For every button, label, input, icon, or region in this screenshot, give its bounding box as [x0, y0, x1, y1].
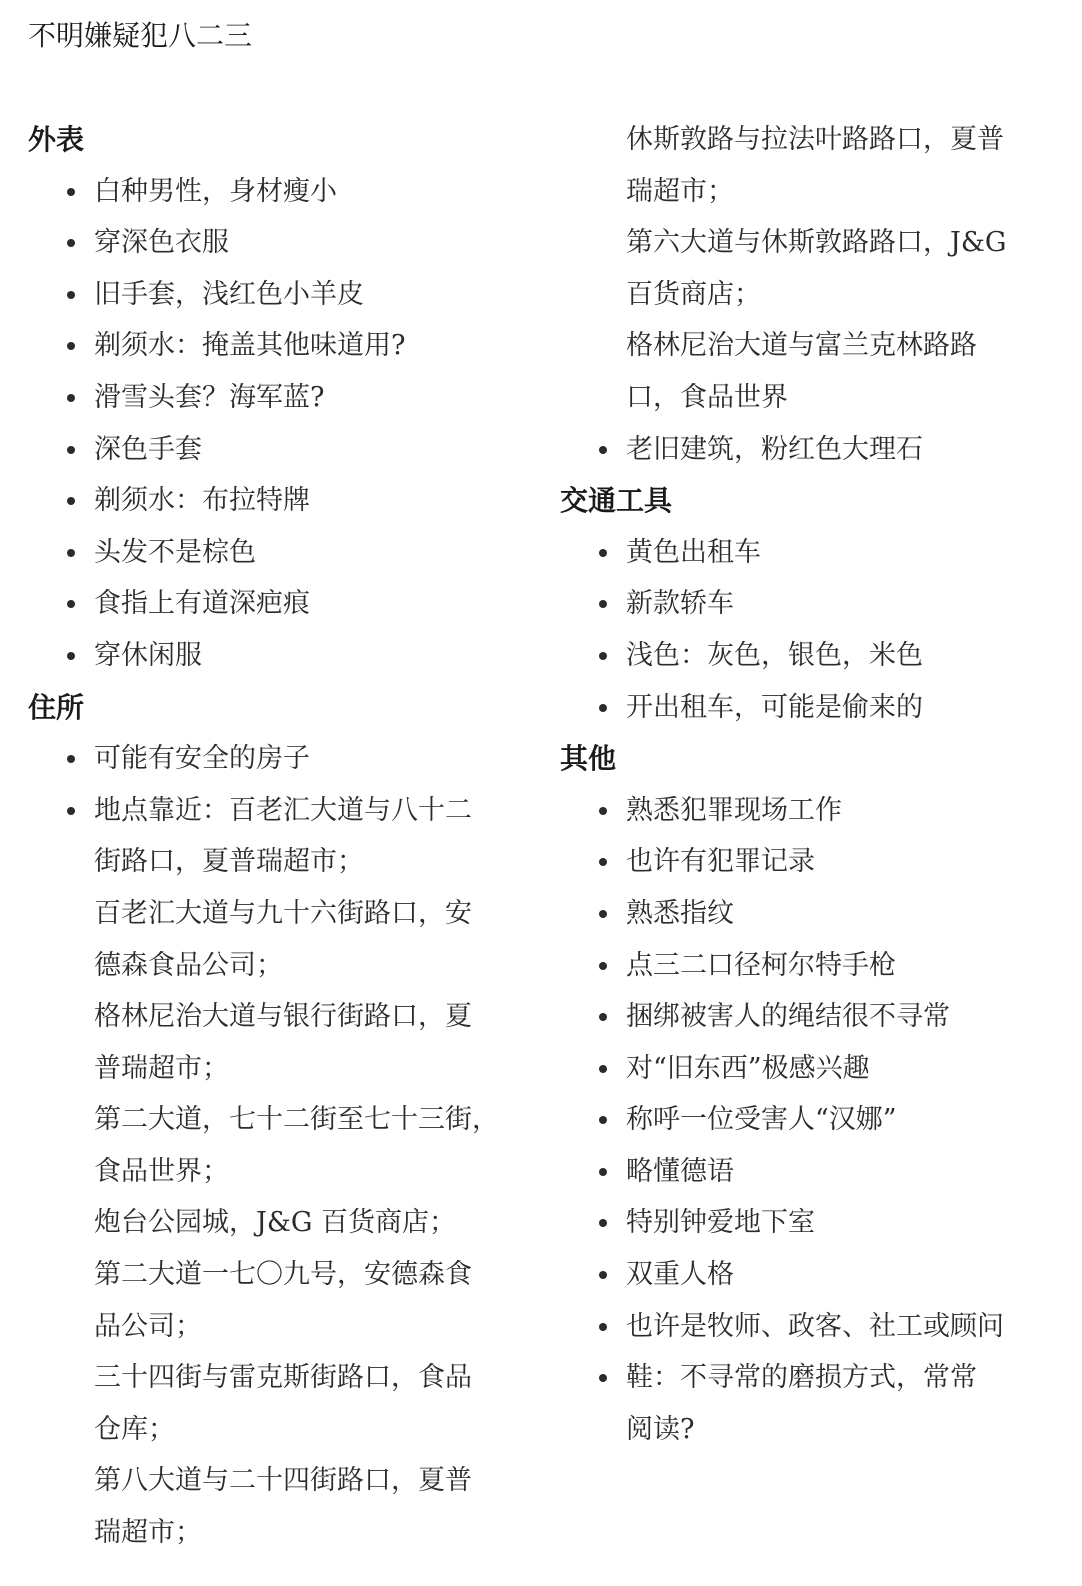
list-item: 食指上有道深疤痕	[28, 578, 528, 630]
list-item: 老旧建筑，粉红色大理石	[560, 424, 1050, 476]
list-item-locations-continued: 休斯敦路与拉法叶路路口，夏普 瑞超市； 第六大道与休斯敦路路口，J&G 百货商店； 格林尼治大道与富兰克林路路 口，食品世界	[626, 124, 1007, 413]
list-item: 白种男性，身材瘦小	[28, 166, 528, 218]
section-heading-residence: 住所	[28, 690, 85, 724]
section-heading-other: 其他	[560, 742, 617, 776]
list-item: 也许有犯罪记录	[560, 836, 1050, 888]
residence-list	[28, 733, 528, 1559]
list-item: 略懂德语	[560, 1146, 1050, 1198]
list-item-shoes: 鞋：不寻常的磨损方式，常常 阅读?	[560, 1352, 1050, 1455]
list-item: 捆绑被害人的绳结很不寻常	[560, 991, 1050, 1043]
list-item: 浅色：灰色，银色，米色	[560, 630, 1050, 682]
section-heading-appearance: 外表	[28, 123, 85, 156]
list-item: 滑雪头套？海军蓝?	[28, 372, 528, 424]
list-item-locations: 地点靠近：百老汇大道与八十二 街路口，夏普瑞超市； 百老汇大道与九十六街路口，安 德森食品公司； 格林尼治大道与银行街路口，夏 普瑞超市； 第二大道，七十二街至七十三街， 食品世界； 炮台公园城，J&G 百货商店； 第二大道一七〇九号，安德森食 品公司； 三十四街与雷克斯街路口，食品 仓库； 第八大道与二十四街路口，夏普 瑞超市；	[28, 785, 528, 1559]
page-title: 不明嫌疑犯八二三	[28, 19, 253, 52]
list-item: 熟悉指纹	[560, 888, 1050, 940]
list-item: 剃须水：掩盖其他味道用?	[28, 320, 528, 372]
list-item: 头发不是棕色	[28, 527, 528, 579]
list-item: 双重人格	[560, 1249, 1050, 1301]
list-item: 穿休闲服	[28, 630, 528, 682]
right-column	[560, 114, 1050, 1455]
section-heading-vehicle: 交通工具	[560, 484, 673, 518]
list-item: 深色手套	[28, 424, 528, 476]
vehicle-list	[560, 527, 1050, 733]
left-column	[28, 114, 528, 1559]
list-item: 开出租车，可能是偷来的	[560, 682, 1050, 734]
list-item: 对“旧东西”极感兴趣	[560, 1043, 1050, 1095]
residence-list-continued	[560, 114, 1050, 475]
list-item: 特别钟爱地下室	[560, 1197, 1050, 1249]
list-item: 点三二口径柯尔特手枪	[560, 940, 1050, 992]
list-item: 穿深色衣服	[28, 217, 528, 269]
appearance-list	[28, 166, 528, 682]
list-item: 熟悉犯罪现场工作	[560, 785, 1050, 837]
list-item: 新款轿车	[560, 578, 1050, 630]
other-list	[560, 785, 1050, 1456]
list-item: 剃须水：布拉特牌	[28, 475, 528, 527]
list-item: 称呼一位受害人“汉娜”	[560, 1094, 1050, 1146]
list-item: 旧手套，浅红色小羊皮	[28, 269, 528, 321]
list-item: 也许是牧师、政客、社工或顾问	[560, 1301, 1050, 1353]
list-item: 黄色出租车	[560, 527, 1050, 579]
list-item: 可能有安全的房子	[28, 733, 528, 785]
